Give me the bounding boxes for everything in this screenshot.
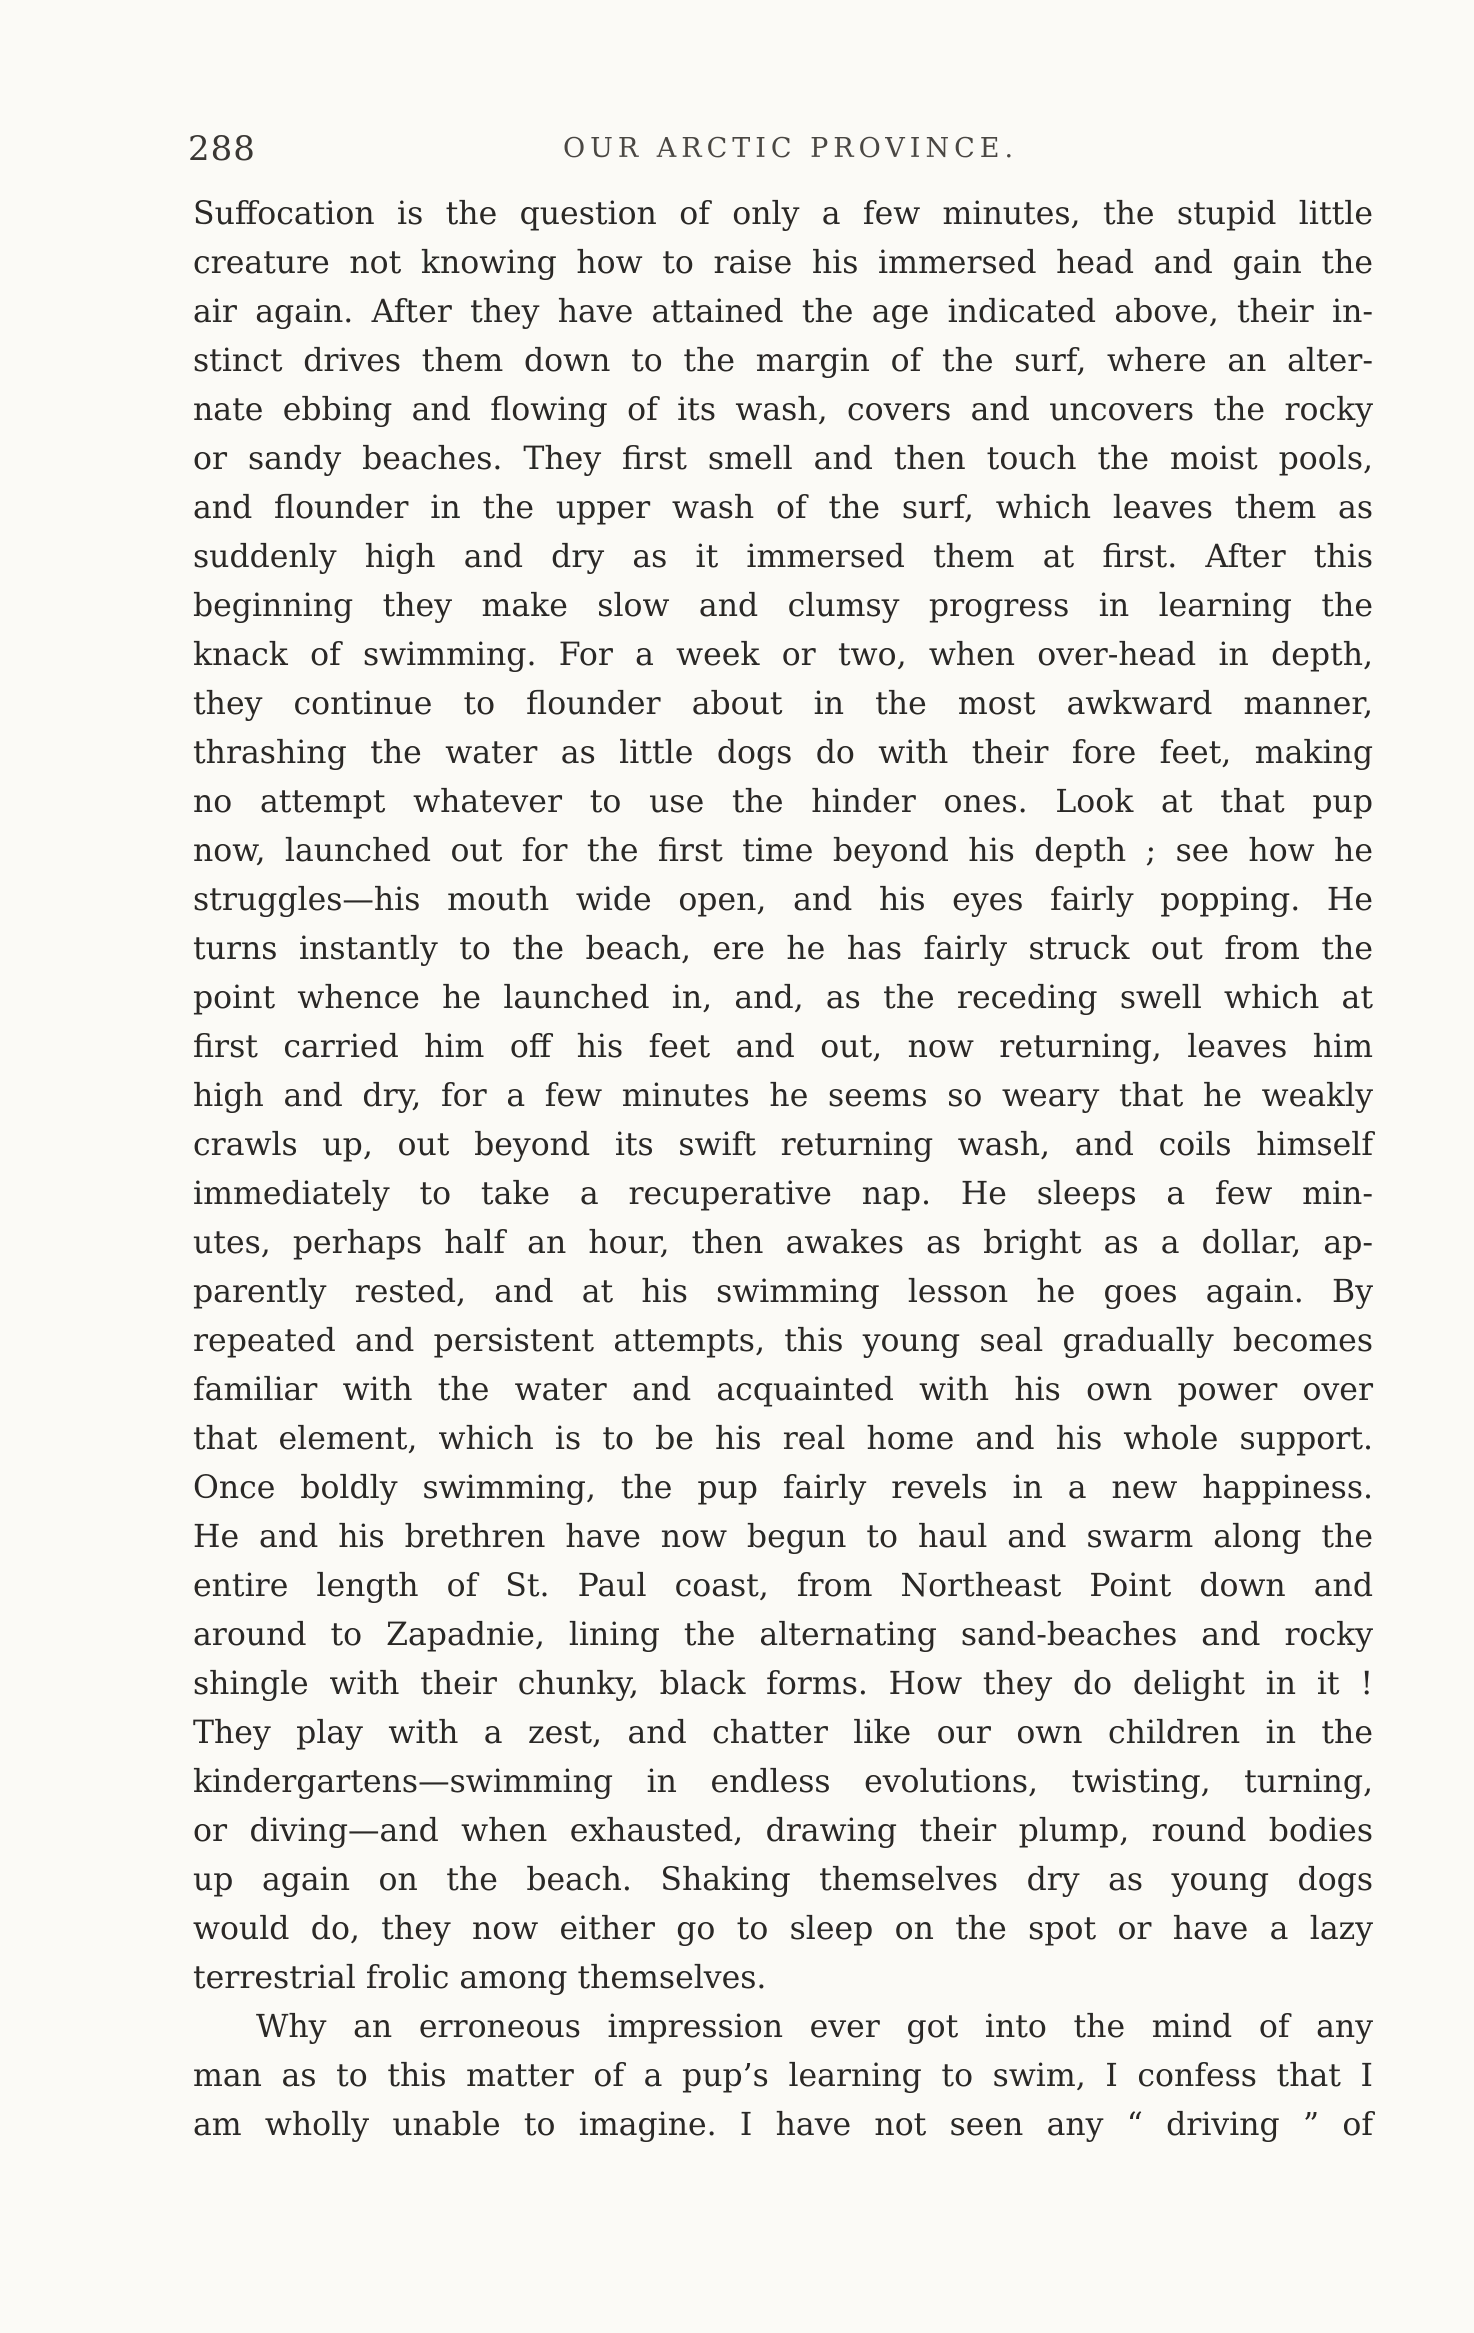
text-line: immediately to take a recuperative nap. He sleeps a few min- xyxy=(193,1176,1373,1212)
text-line: They play with a zest, and chatter like our own children in the xyxy=(193,1715,1373,1751)
text-line: now, launched out for the first time beyond his depth ; see how he xyxy=(193,833,1373,869)
text-line: stinct drives them down to the margin of the surf, where an alter- xyxy=(193,343,1373,379)
text-line: up again on the beach. Shaking themselves dry as young dogs xyxy=(193,1862,1373,1898)
text-line: air again. After they have attained the age indicated above, their in- xyxy=(193,294,1373,330)
text-line: or diving—and when exhausted, drawing their plump, round bodies xyxy=(193,1813,1373,1849)
text-line: shingle with their chunky, black forms. How they do delight in it ! xyxy=(193,1666,1373,1702)
text-line: creature not knowing how to raise his immersed head and gain the xyxy=(193,245,1373,281)
text-line: high and dry, for a few minutes he seems so weary that he weakly xyxy=(193,1078,1373,1114)
text-line: or sandy beaches. They first smell and then touch the moist pools, xyxy=(193,441,1373,477)
text-line: and flounder in the upper wash of the surf, which leaves them as xyxy=(193,490,1373,526)
text-line: crawls up, out beyond its swift returning wash, and coils himself xyxy=(193,1127,1373,1163)
text-line: entire length of St. Paul coast, from Northeast Point down and xyxy=(193,1568,1373,1604)
text-line: around to Zapadnie, lining the alternating sand-beaches and rocky xyxy=(193,1617,1373,1653)
text-line: kindergartens—swimming in endless evolutions, twisting, turning, xyxy=(193,1764,1373,1800)
text-line: Once boldly swimming, the pup fairly revels in a new happiness. xyxy=(193,1470,1373,1506)
text-line: repeated and persistent attempts, this young seal gradually becomes xyxy=(193,1323,1373,1359)
text-line: no attempt whatever to use the hinder ones. Look at that pup xyxy=(193,784,1373,820)
text-line: parently rested, and at his swimming lesson he goes again. By xyxy=(193,1274,1373,1310)
body-text xyxy=(193,190,1373,2150)
text-line: am wholly unable to imagine. I have not seen any “ driving ” of xyxy=(193,2107,1373,2143)
text-line: terrestrial frolic among themselves. xyxy=(193,1960,767,1996)
text-line: first carried him off his feet and out, now returning, leaves him xyxy=(193,1029,1373,1065)
text-line: they continue to flounder about in the most awkward manner, xyxy=(193,686,1373,722)
running-head xyxy=(188,124,1393,174)
text-line: suddenly high and dry as it immersed them at first. After this xyxy=(193,539,1373,575)
text-line: Why an erroneous impression ever got into the mind of any xyxy=(256,2009,1373,2045)
page-number: 288 xyxy=(188,129,256,169)
text-line: that element, which is to be his real home and his whole support. xyxy=(193,1421,1373,1457)
text-line: turns instantly to the beach, ere he has fairly struck out from the xyxy=(193,931,1373,967)
paragraph-1 xyxy=(193,190,1373,2003)
text-line: knack of swimming. For a week or two, when over-head in depth, xyxy=(193,637,1373,673)
text-line: familiar with the water and acquainted with his own power over xyxy=(193,1372,1373,1408)
text-line: would do, they now either go to sleep on the spot or have a lazy xyxy=(193,1911,1373,1947)
text-line: utes, perhaps half an hour, then awakes as bright as a dollar, ap- xyxy=(193,1225,1373,1261)
text-line: He and his brethren have now begun to haul and swarm along the xyxy=(193,1519,1373,1555)
text-line: Suffocation is the question of only a few minutes, the stupid little xyxy=(193,196,1373,232)
text-line: struggles—his mouth wide open, and his eyes fairly popping. He xyxy=(193,882,1373,918)
text-line: man as to this matter of a pup’s learning to swim, I confess that I xyxy=(193,2058,1373,2094)
text-line: beginning they make slow and clumsy progress in learning the xyxy=(193,588,1373,624)
text-line: point whence he launched in, and, as the receding swell which at xyxy=(193,980,1373,1016)
running-title: OUR ARCTIC PROVINCE. xyxy=(562,133,1019,164)
text-line: nate ebbing and flowing of its wash, covers and uncovers the rocky xyxy=(193,392,1373,428)
paragraph-2 xyxy=(193,2003,1373,2150)
text-line: thrashing the water as little dogs do with their fore feet, making xyxy=(193,735,1373,771)
